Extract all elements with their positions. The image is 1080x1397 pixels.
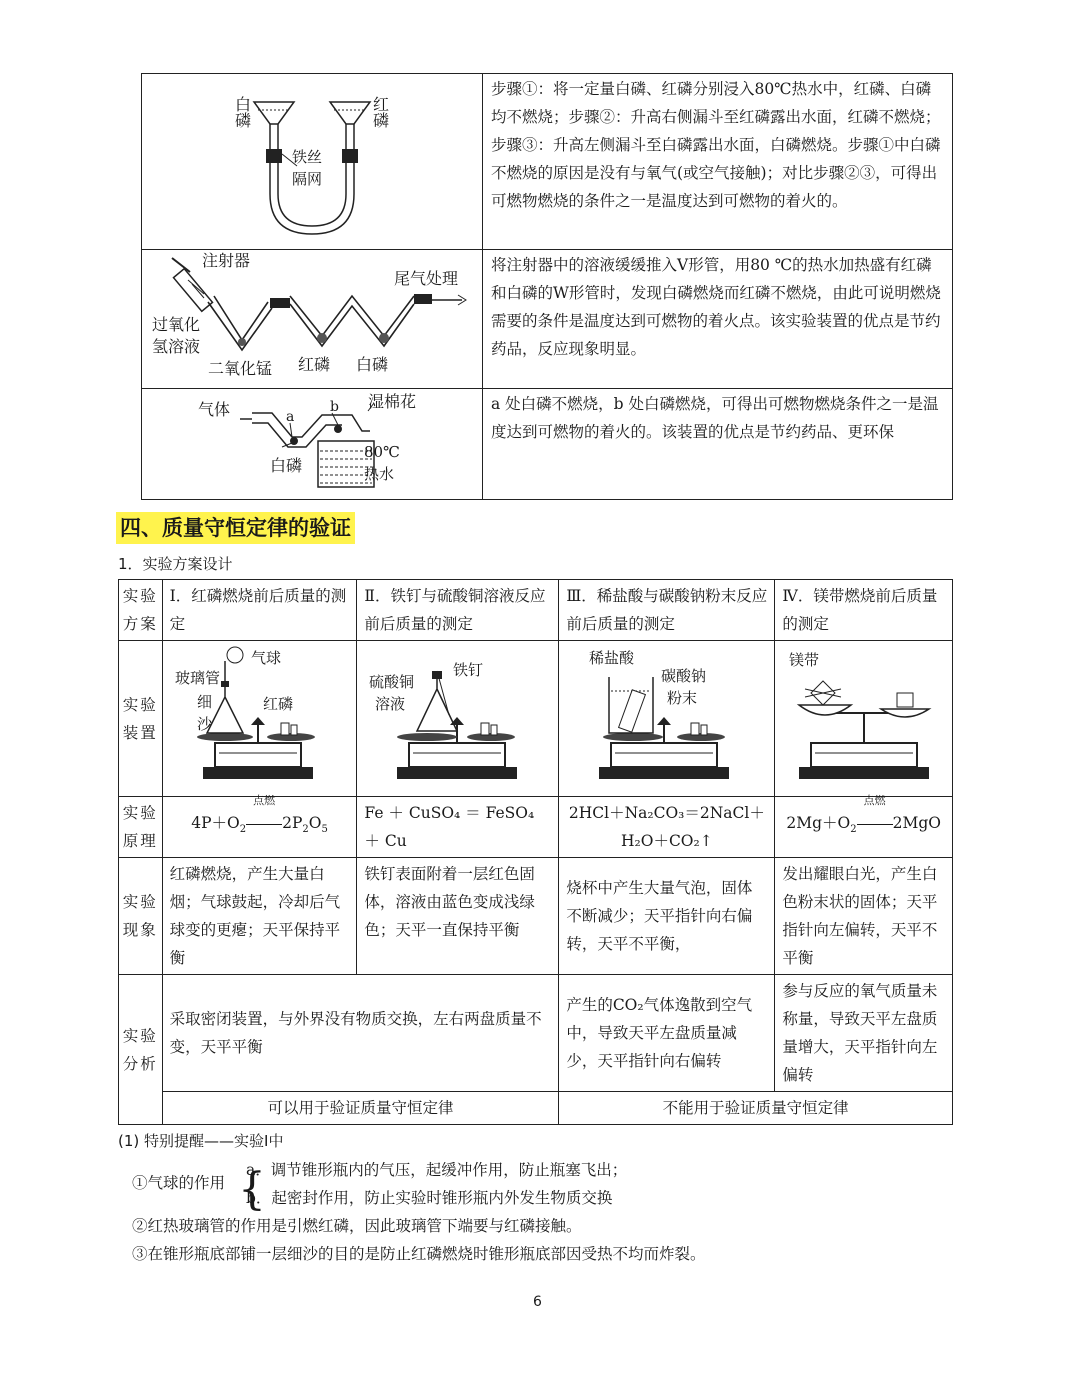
- label-principle: 实验原理: [119, 797, 163, 858]
- principle-3: 2HCl＋Na₂CO₃＝2NaCl＋ H₂O＋CO₂↑: [559, 797, 775, 858]
- cotton-label: 湿棉花: [368, 392, 417, 411]
- d2-nail-label: 铁钉: [453, 661, 484, 679]
- d3-na2co3-label: [661, 667, 711, 707]
- device-2-diagram: [357, 641, 555, 787]
- hot-water-label: 热水: [364, 465, 395, 483]
- analysis-1-2: 采取密闭装置，与外界没有物质交换，左右两盘质量不变，天平平衡: [162, 975, 559, 1092]
- analysis-4: 参与反应的氧气质量未称量，导致天平左盘质量增大，天平指针向左偏转: [775, 975, 953, 1092]
- subsection-title: 1．实验方案设计: [118, 555, 233, 573]
- device-3-diagram: [559, 641, 771, 787]
- eq1-o2-sub: 5: [321, 824, 328, 836]
- eq4-cond: 点燃: [863, 794, 886, 808]
- conclusion-cannot: 不能用于验证质量守恒定律: [559, 1092, 953, 1125]
- equation-1: [191, 794, 328, 836]
- phenomenon-1: 红磷燃烧，产生大量白烟；气球鼓起，冷却后气球变的更瘪；天平保持平衡: [162, 858, 357, 975]
- d3-na2co3-2: 粉末: [667, 689, 698, 707]
- phenomenon-2: 铁钉表面附着一层红色固体，溶液由蓝色变成浅绿色；天平一直保持平衡: [357, 858, 559, 975]
- white-p-label-2: 白磷: [356, 355, 389, 374]
- principle-1: [162, 794, 357, 858]
- eq1-o: O: [308, 814, 322, 833]
- note-balloon-prefix: ①气球的作用: [132, 1174, 226, 1192]
- temp-label: 80℃: [364, 443, 400, 461]
- device-1-diagram: [163, 641, 353, 787]
- note-balloon-b: b．起密封作用，防止实验时锥形瓶内外发生物质交换: [246, 1189, 613, 1207]
- scheme-4: Ⅳ．镁带燃烧前后质量的测定: [775, 580, 953, 641]
- b-label: b: [330, 399, 339, 415]
- d1-tube-label: 玻璃管: [174, 669, 220, 687]
- device-3: [559, 641, 775, 797]
- equation-4: [786, 794, 942, 836]
- scheme-1: Ⅰ．红磷燃烧前后质量的测定: [162, 580, 357, 641]
- tube-figure-3: [142, 389, 483, 500]
- h2o2-label-1: 过氧化: [152, 315, 201, 334]
- mesh-label-2: 隔网: [292, 170, 323, 188]
- eq4-o-sub: 2: [850, 824, 857, 836]
- label-device: 实验装置: [119, 641, 163, 797]
- a-label: a: [286, 409, 295, 425]
- w-tube-figure: [142, 250, 483, 389]
- mesh-label: [292, 148, 327, 188]
- page-number: 6: [533, 1294, 542, 1310]
- mesh-label-1: 铁丝: [292, 148, 323, 166]
- scheme-3: Ⅲ．稀盐酸与碳酸钠粉末反应前后质量的测定: [559, 580, 775, 641]
- label-analysis: 实验分析: [119, 975, 163, 1125]
- eq1-p-sub: 2: [302, 824, 309, 836]
- d2-cuso4-label: [369, 673, 419, 713]
- device-4-diagram: [775, 641, 949, 787]
- syringe-label: 注射器: [202, 251, 251, 270]
- eq1-right: 2P: [282, 814, 303, 833]
- combustion-experiment-table: [141, 73, 953, 500]
- h2o2-label: [152, 315, 205, 356]
- principle-4: [775, 794, 953, 858]
- u-tube-diagram: [142, 74, 482, 245]
- mass-conservation-table: [118, 579, 953, 1125]
- d1-red-p-label: 红磷: [262, 695, 293, 713]
- device-4: [775, 641, 953, 797]
- d4-mg-label: 镁带: [789, 651, 820, 669]
- eq1-arrow: [246, 794, 282, 837]
- d3-hcl-label: 稀盐酸: [589, 649, 635, 667]
- d1-sand-label: [197, 693, 217, 733]
- eq4-left: 2Mg＋O: [786, 814, 851, 833]
- note-2: ②红热玻璃管的作用是引燃红磷，因此玻璃管下端要与红磷接触。: [132, 1217, 582, 1235]
- row3-text: a 处白磷不燃烧，b 处白磷燃烧，可得出可燃物燃烧条件之一是温度达到可燃物的着火的。该装置的优点是节约药品、更环保: [483, 389, 953, 500]
- white-p-label-3: 白磷: [270, 456, 303, 475]
- d2-cuso4-2: 溶液: [375, 695, 406, 713]
- horizontal-tube-diagram: [142, 389, 482, 495]
- note-3: ③在锥形瓶底部铺一层细沙的目的是防止红磷燃烧时锥形瓶底部因受热不均而炸裂。: [132, 1245, 706, 1263]
- red-p-label-2: 红磷: [298, 355, 331, 374]
- principle-2: Fe ＋ CuSO₄ ＝ FeSO₄ ＋ Cu: [357, 797, 559, 858]
- phenomenon-4: 发出耀眼白光，产生白色粉末状的固体；天平指针向左偏转，天平不平衡: [775, 858, 953, 975]
- row1-text: 步骤①：将一定量白磷、红磷分别浸入80℃热水中，红磷、白磷均不燃烧；步骤②：升高右侧漏斗至红磷露出水面，红磷不燃烧；步骤③：升高左侧漏斗至白磷露出水面，白磷燃烧。步骤①中白磷不燃烧的原因是没有与氧气(或空气接触)；对比步骤②③，可得出可燃物燃烧的条件之一是温度达到可燃物的着火的。: [483, 74, 953, 250]
- exhaust-label: 尾气处理: [394, 269, 459, 288]
- eq1-left: 4P＋O: [191, 814, 240, 833]
- label-phenomenon: 实验现象: [119, 858, 163, 975]
- d1-balloon-label: 气球: [250, 649, 281, 667]
- scheme-2: Ⅱ．铁钉与硫酸铜溶液反应前后质量的测定: [357, 580, 559, 641]
- device-1: [162, 641, 357, 797]
- eq1-cond: 点燃: [253, 794, 276, 808]
- eq1-o-sub: 2: [239, 824, 247, 836]
- section-title: 四、质量守恒定律的验证: [116, 512, 355, 544]
- eq4-right: 2MgO: [892, 814, 942, 833]
- label-scheme: 实验方案: [119, 580, 163, 641]
- w-tube-diagram: [142, 250, 482, 384]
- mno2-label: 二氧化锰: [208, 359, 273, 378]
- brace: {: [238, 1164, 266, 1215]
- device-2: [357, 641, 559, 797]
- u-tube-figure: [142, 74, 483, 250]
- d1-sand-1: 细: [196, 693, 212, 711]
- conclusion-can: 可以用于验证质量守恒定律: [162, 1092, 559, 1125]
- row2-text: 将注射器中的溶液缓缓推入V形管，用80 ℃的热水加热盛有红磷和白磷的W形管时，发现白磷燃烧而红磷不燃烧，由此可说明燃烧需要的条件是温度达到可燃物的着火点。该实验装置的优点是节约药品，反应现象明显。: [483, 250, 953, 389]
- note-balloon-a: a．调节锥形瓶内的气压，起缓冲作用，防止瓶塞飞出；: [246, 1161, 628, 1179]
- white-p-label-1: 白磷: [232, 96, 252, 128]
- d1-sand-2: 沙: [196, 715, 212, 733]
- eq4-arrow: [857, 794, 893, 837]
- d3-na2co3-1: 碳酸钠: [661, 667, 707, 685]
- notes-heading: (1) 特别提醒——实验Ⅰ中: [118, 1132, 284, 1150]
- phenomenon-3: 烧杯中产生大量气泡，固体不断减少；天平指针向右偏转，天平不平衡，: [559, 858, 775, 975]
- gas-label: 气体: [198, 400, 231, 419]
- h2o2-label-2: 氢溶液: [152, 337, 201, 356]
- red-p-label-1: 红磷: [370, 96, 390, 128]
- analysis-3: 产生的CO₂气体逸散到空气中，导致天平左盘质量减少，天平指针向右偏转: [559, 975, 775, 1092]
- d2-cuso4-1: 硫酸铜: [369, 673, 415, 691]
